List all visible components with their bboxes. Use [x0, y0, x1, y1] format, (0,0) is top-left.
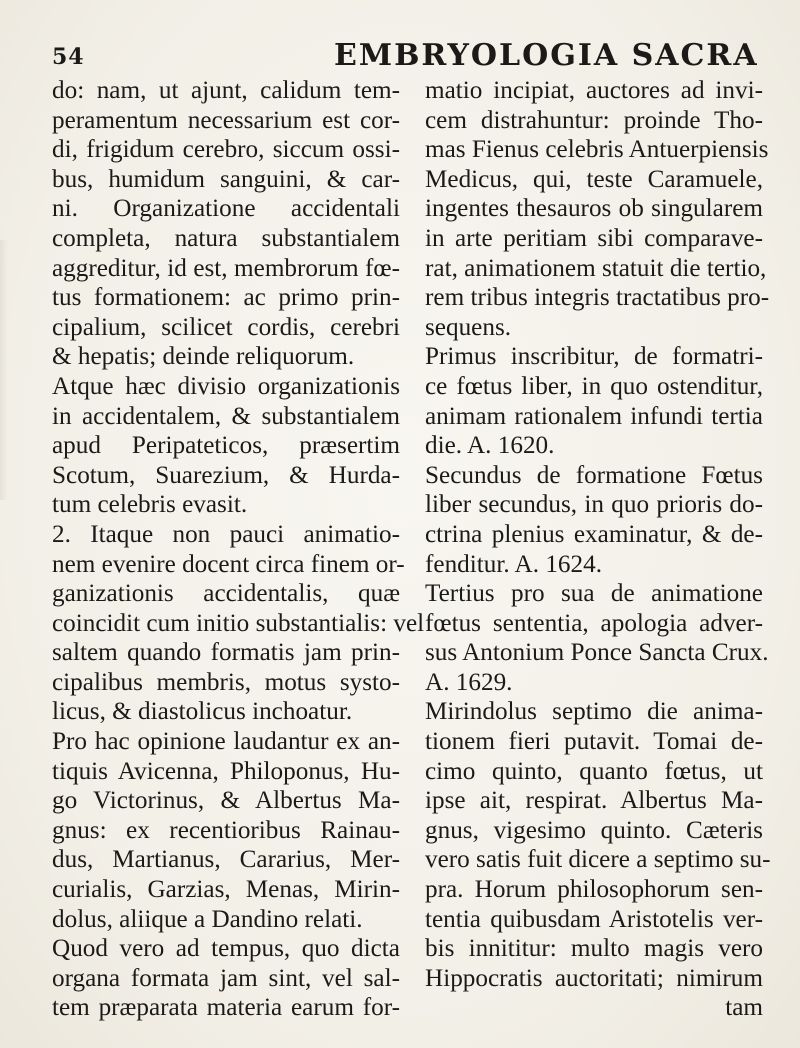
text-line: animam rationalem infundi tertia [425, 402, 763, 430]
text-line: ni. Organizatione accidentali [52, 195, 400, 223]
text-line: vero satis fuit dicere a septimo su- [425, 846, 771, 874]
text-line: matio incipiat, auctores ad invi- [425, 77, 763, 104]
text-line: Quod vero ad tempus, quo dicta [52, 935, 400, 963]
text-line: dolus, aliique a Dandino relati. [52, 905, 363, 933]
page-number: 54 [52, 44, 85, 70]
text-line: Pro hac opinione laudantur ex an- [52, 728, 400, 756]
text-line: 2. Itaque non pauci animatio- [52, 520, 400, 548]
text-line: nem evenire docent circa finem or- [52, 550, 405, 578]
text-line: peramentum necessarium est cor- [52, 106, 400, 134]
text-line: bis innititur: multo magis vero [425, 935, 763, 963]
text-line: go Victorinus, & Albertus Ma- [52, 787, 400, 815]
text-line: cem distrahuntur: proinde Tho- [425, 106, 763, 134]
text-line: tionem fieri putavit. Tomai de- [425, 728, 763, 756]
text-line: A. 1629. [425, 668, 513, 696]
text-line: Tertius pro sua de animatione [425, 580, 763, 608]
text-line: mas Fienus celebris Antuerpiensis [425, 136, 769, 164]
text-line: gnus, vigesimo quinto. Cæteris [425, 816, 763, 844]
text-line: ingentes thesauros ob singularem [425, 195, 763, 223]
text-line: pra. Horum philosophorum sen- [425, 876, 763, 904]
text-line: do: nam, ut ajunt, calidum tem- [52, 77, 400, 104]
text-line: organa formata jam sint, vel sal- [52, 964, 400, 992]
running-title: EMBRYOLOGIA SACRA [334, 38, 759, 73]
text-line: in arte peritiam sibi comparave- [425, 224, 763, 252]
text-line: tum celebris evasit. [52, 491, 248, 519]
text-line: saltem quando formatis jam prin- [52, 639, 400, 667]
text-line: ipse ait, respirat. Albertus Ma- [425, 787, 763, 815]
text-line: curialis, Garzias, Menas, Mirin- [52, 876, 400, 904]
text-line: rat, animationem statuit die tertio, [425, 254, 767, 282]
text-line: Primus inscribitur, de formatri- [425, 343, 763, 371]
text-line: Scotum, Suarezium, & Hurda- [52, 461, 400, 489]
text-line: in accidentalem, & substantialem [52, 402, 400, 430]
text-line: fenditur. A. 1624. [425, 550, 602, 578]
text-line: coincidit cum initio substantialis: vel [52, 609, 425, 637]
text-line: aggreditur, id est, membrorum fœ- [52, 254, 400, 282]
text-line: completa, natura substantialem [52, 224, 400, 252]
text-line: liber secundus, in quo prioris do- [425, 491, 763, 519]
text-line: tiquis Avicenna, Philoponus, Hu- [52, 757, 400, 785]
text-line: dus, Martianus, Cararius, Mer- [52, 846, 400, 874]
catchword: tam [725, 994, 763, 1022]
text-line: bus, humidum sanguini, & car- [52, 165, 400, 193]
text-line: tus formationem: ac primo prin- [52, 284, 400, 312]
text-line: Atque hæc divisio organizationis [52, 372, 400, 400]
text-line: sus Antonium Ponce Sancta Crux. [425, 639, 769, 667]
text-line: fœtus sententia, apologia adver- [425, 609, 763, 637]
page-edge-shadow [0, 240, 8, 500]
text-line: ganizationis accidentalis, quæ [52, 580, 400, 608]
text-line: tem præparata materia earum for- [52, 994, 400, 1022]
text-line: Mirindolus septimo die anima- [425, 698, 763, 726]
text-line: die. A. 1620. [425, 432, 555, 460]
text-line: di, frigidum cerebro, siccum ossi- [52, 136, 400, 164]
text-line: gnus: ex recentioribus Rainau- [52, 816, 400, 844]
text-line: sequens. [425, 313, 512, 341]
text-line: & hepatis; deinde reliquorum. [52, 343, 355, 371]
text-line: tentia quibusdam Aristotelis ver- [425, 905, 763, 933]
text-line: cipalium, scilicet cordis, cerebri [52, 313, 400, 341]
text-line: Hippocratis auctoritati; nimirum [425, 964, 763, 992]
text-line: cipalibus membris, motus systo- [52, 668, 400, 696]
text-line: licus, & diastolicus inchoatur. [52, 698, 353, 726]
page-header [52, 36, 758, 72]
text-line: ctrina plenius examinatur, & de- [425, 520, 763, 548]
text-line: Medicus, qui, teste Caramuele, [425, 165, 763, 193]
text-line: apud Peripateticos, præsertim [52, 432, 400, 460]
right-text-column [425, 76, 771, 1023]
text-line: Secundus de formatione Fœtus [425, 461, 763, 489]
left-text-column [52, 76, 425, 1023]
text-line: ce fœtus liber, in quo ostenditur, [425, 372, 763, 400]
text-line: cimo quinto, quanto fœtus, ut [425, 757, 763, 785]
text-line: rem tribus integris tractatibus pro- [425, 284, 770, 312]
